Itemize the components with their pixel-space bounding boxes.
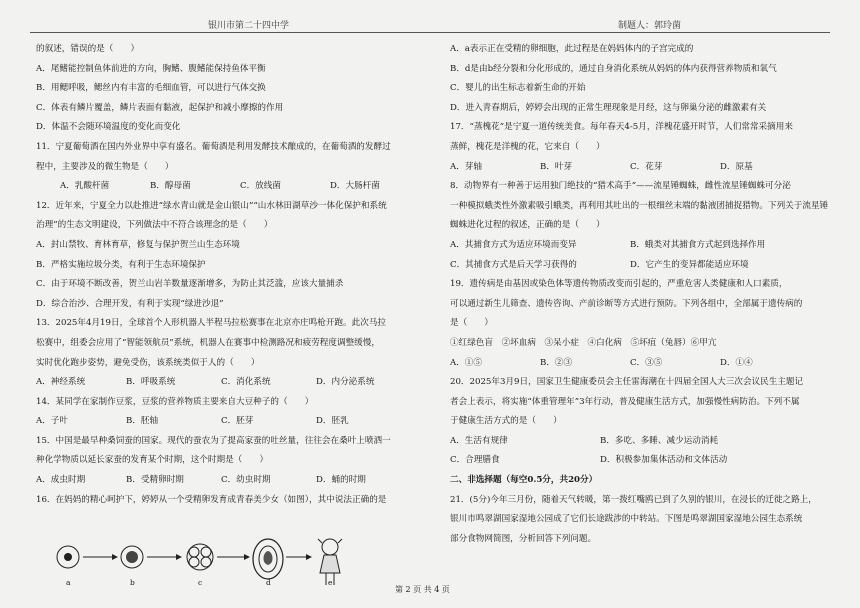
q13-options: [36, 373, 441, 393]
option: A．芽轴: [450, 161, 482, 172]
option: C．消化系统: [221, 377, 271, 388]
text-line: A．a表示正在受精的卵细胞，此过程是在妈妈体内的子宫完成的: [450, 44, 694, 54]
section-heading: 二、非选择题（每空0.5分，共20分）: [450, 475, 598, 486]
question-15: 15．中国是最早种桑饲蚕的国家。现代的蚕农为了提高家蚕的吐丝量，往往会在桑叶上喷洒一: [36, 435, 391, 446]
option: C．幼虫时期: [221, 475, 271, 486]
q19-options: [450, 354, 832, 374]
text-line: 种化学物质以延长家蚕的发育某个时期，这个时期是（ ）: [36, 455, 269, 466]
question-11: 11．宁夏葡萄酒在国内外业界中享有盛名。葡萄酒是利用发酵技术酿成的，在葡萄酒的发酵过: [36, 141, 391, 152]
option: C．放线菌: [240, 181, 281, 192]
text-line: 的叙述，错误的是（ ）: [36, 44, 140, 54]
option: D．①④: [720, 357, 753, 368]
option: D．内分泌系统: [316, 377, 375, 388]
option: B．醇母菌: [150, 181, 191, 192]
arrow-icon: [83, 554, 118, 560]
text-line: C．婴儿的出生标志着新生命的开始: [450, 83, 586, 94]
question-14: 14．某同学在家制作豆浆，豆浆的营养物质主要来自大豆种子的（ ）: [36, 396, 314, 407]
option: B．蛾类对其捕食方式起到选择作用: [630, 239, 766, 250]
text-line: 蒸鲜，槐花是洋槐的花，它来自（ ）: [450, 141, 605, 152]
text-line: 于健康生活方式的是（ ）: [450, 416, 562, 427]
option: D．积极参加集体活动和文体活动: [600, 455, 728, 466]
text-line: A．尾鳍能控制鱼体前进的方向，胸鳍、腹鳍能保持鱼体平衡: [36, 63, 266, 74]
text-line: 一种模拟蛾类性外激素吸引蛾类，再利用其吐出的一根细丝末端的黏液团捕捉猎物。下列关于流星锤: [450, 200, 829, 211]
text-line: C．由于环境不断改善，贺兰山岩羊数量逐渐增多，为防止其泛滥，应该大量捕杀: [36, 279, 344, 290]
label-d: d: [266, 578, 271, 587]
question-17: 17．“蒸槐花”是宁夏一道传统美食。每年春天4-5月，洋槐花盛开时节，人们常常采摘用来: [450, 122, 793, 133]
text-line: 部分食物网简图，分析回答下列问题。: [450, 533, 597, 544]
option: A．其捕食方式为适应环境而变异: [450, 239, 577, 250]
label-a: a: [66, 578, 71, 587]
fertilized-egg-icon: [57, 546, 79, 568]
right-column: [450, 40, 832, 549]
text-line: 松赛中，组委会应用了“智能领航员”系统，机器人在赛事中检测路况和疲劳程度调整缓慢，: [36, 337, 380, 348]
text-line: 蜘蛛进化过程的叙述，正确的是（ ）: [450, 220, 605, 231]
label-e: e: [328, 578, 333, 587]
question-13: 13．2025年4月19日，全球首个人形机器人半程马拉松赛事在北京亦庄鸣枪开跑。此次马拉: [36, 318, 386, 329]
q18-options-row2: [450, 256, 832, 276]
option: A．神经系统: [36, 377, 86, 388]
q14-options: [36, 412, 441, 432]
development-figure: [50, 535, 350, 597]
text-line: 者会上表示，将实施“体重管理年”3年行动，普及健康生活方式，加强慢性病防治。下列不属: [450, 396, 800, 407]
text-line: D．综合治沙、合理开发，有利于实现“绿进沙退”: [36, 298, 224, 309]
q11-options: [36, 177, 441, 197]
option: B．胚轴: [126, 416, 159, 427]
text-line: 是（ ）: [450, 318, 493, 329]
option: D．胚乳: [316, 416, 349, 427]
option: D．大肠杆菌: [330, 181, 380, 192]
arrow-icon: [217, 554, 250, 560]
q19-items: ①红绿色盲 ②坏血病 ③呆小症 ④白化病 ⑤坏疽（兔唇）⑥甲亢: [450, 337, 717, 348]
option: B．②③: [540, 357, 573, 368]
development-diagram: [50, 535, 350, 597]
option: A．乳酸杆菌: [60, 181, 110, 192]
option: B．受精卵时期: [126, 475, 184, 486]
question-19: 19．遗传病是由基因或染色体等遗传物质改变而引起的，严重危害人类健康和人口素质，: [450, 279, 788, 290]
two-cell-icon: [121, 546, 143, 568]
text-line: D．进入青春期后，婷婷会出现的正常生理现象是月经，这与卵巢分泌的雌激素有关: [450, 102, 767, 113]
text-line: 银川市鸣翠湖国家湿地公园成了它们长途跋涉的中转站。下图是鸣翠湖国家湿地公园生态系统: [450, 514, 803, 525]
text-line: C．体表有鳞片覆盖，鳞片表面有黏液，起保护和减小摩擦的作用: [36, 102, 284, 113]
label-b: b: [130, 578, 135, 587]
option: A．成虫时期: [36, 475, 86, 486]
option: B．叶芽: [540, 161, 573, 172]
q17-options: [450, 158, 832, 178]
option: A．①⑤: [450, 357, 482, 368]
arrow-icon: [286, 554, 312, 560]
left-column: [36, 40, 441, 510]
option: D．蛹的时期: [316, 475, 366, 486]
q20-options-row2: [450, 451, 832, 471]
option: D．它产生的变异都能适应环境: [630, 259, 749, 270]
text-line: 程中，主要涉及的微生物是（ ）: [36, 161, 174, 172]
q18-options-row1: [450, 236, 832, 256]
q20-options-row1: [450, 432, 832, 452]
question-16: 16．在妈妈的精心呵护下，婷婷从一个受精卵发育成青春美少女（如图），其中说法正确的是: [36, 494, 387, 505]
option: C．③⑤: [630, 357, 663, 368]
author-label: 制题人：郭玲菌: [618, 21, 682, 31]
option: C．花芽: [630, 161, 663, 172]
question-21: 21．(5分)今年三月份，随着天气转暖，第一拨红嘴鸥已到了久别的银川，在浸长的迁徙之路上，: [450, 494, 817, 505]
option: C．其捕食方式是后天学习获得的: [450, 259, 577, 270]
option: A．子叶: [36, 416, 68, 427]
morula-icon: [187, 544, 213, 570]
text-line: B．严格实施垃圾分类，有利于生态环境保护: [36, 259, 206, 270]
q15-options: [36, 471, 441, 491]
text-line: A．封山禁牧、育林育草，修复与保护贺兰山生态环境: [36, 239, 240, 250]
label-c: c: [198, 578, 203, 587]
option: C．合理膳食: [450, 455, 500, 466]
page-footer: 第 2 页 共 4 页: [395, 585, 450, 594]
question-12: 12．近年来，宁夏全力以赴推进“绿水青山就是金山银山”“山水林田湖草沙一体化保护和系统: [36, 200, 387, 211]
option: C．胚芽: [221, 416, 254, 427]
option: B．呼吸系统: [126, 377, 176, 388]
school-name: 银川市第二十四中学: [208, 21, 290, 31]
fetus-uterus-icon: [253, 539, 283, 579]
option: A．生活有规律: [450, 435, 508, 446]
text-line: D．体温不会随环境温度的变化而变化: [36, 122, 181, 133]
header-divider: [30, 32, 830, 33]
question-20: 20．2025年3月9日，国家卫生健康委员会主任雷海潮在十四届全国人大三次会议民生主题记: [450, 377, 804, 388]
option: B．多吃、多睡、减少运动消耗: [600, 435, 719, 446]
text-line: B．用鳃呼吸，鳃丝内有丰富的毛细血管，可以进行气体交换: [36, 83, 266, 94]
arrow-icon: [147, 554, 182, 560]
question-18: 8．动物界有一种善于运用独门绝技的“猎术高手”——流星锤蜘蛛，雌性流星锤蜘蛛可分泌: [450, 181, 791, 192]
text-line: 可以通过新生儿筛查、遗传咨询、产前诊断等方式进行预防。下列各组中，全部属于遗传病的: [450, 298, 803, 309]
text-line: 治理”的生态文明建设，下列做法中不符合该理念的是（ ）: [36, 220, 273, 231]
text-line: B．d是由b经分裂和分化形成的，通过自身消化系统从妈妈的体内获得营养物质和氧气: [450, 63, 777, 74]
text-line: 实时优化跑步姿势，避免受伤，该系统类似于人的（ ）: [36, 357, 260, 368]
option: D．原基: [720, 161, 753, 172]
